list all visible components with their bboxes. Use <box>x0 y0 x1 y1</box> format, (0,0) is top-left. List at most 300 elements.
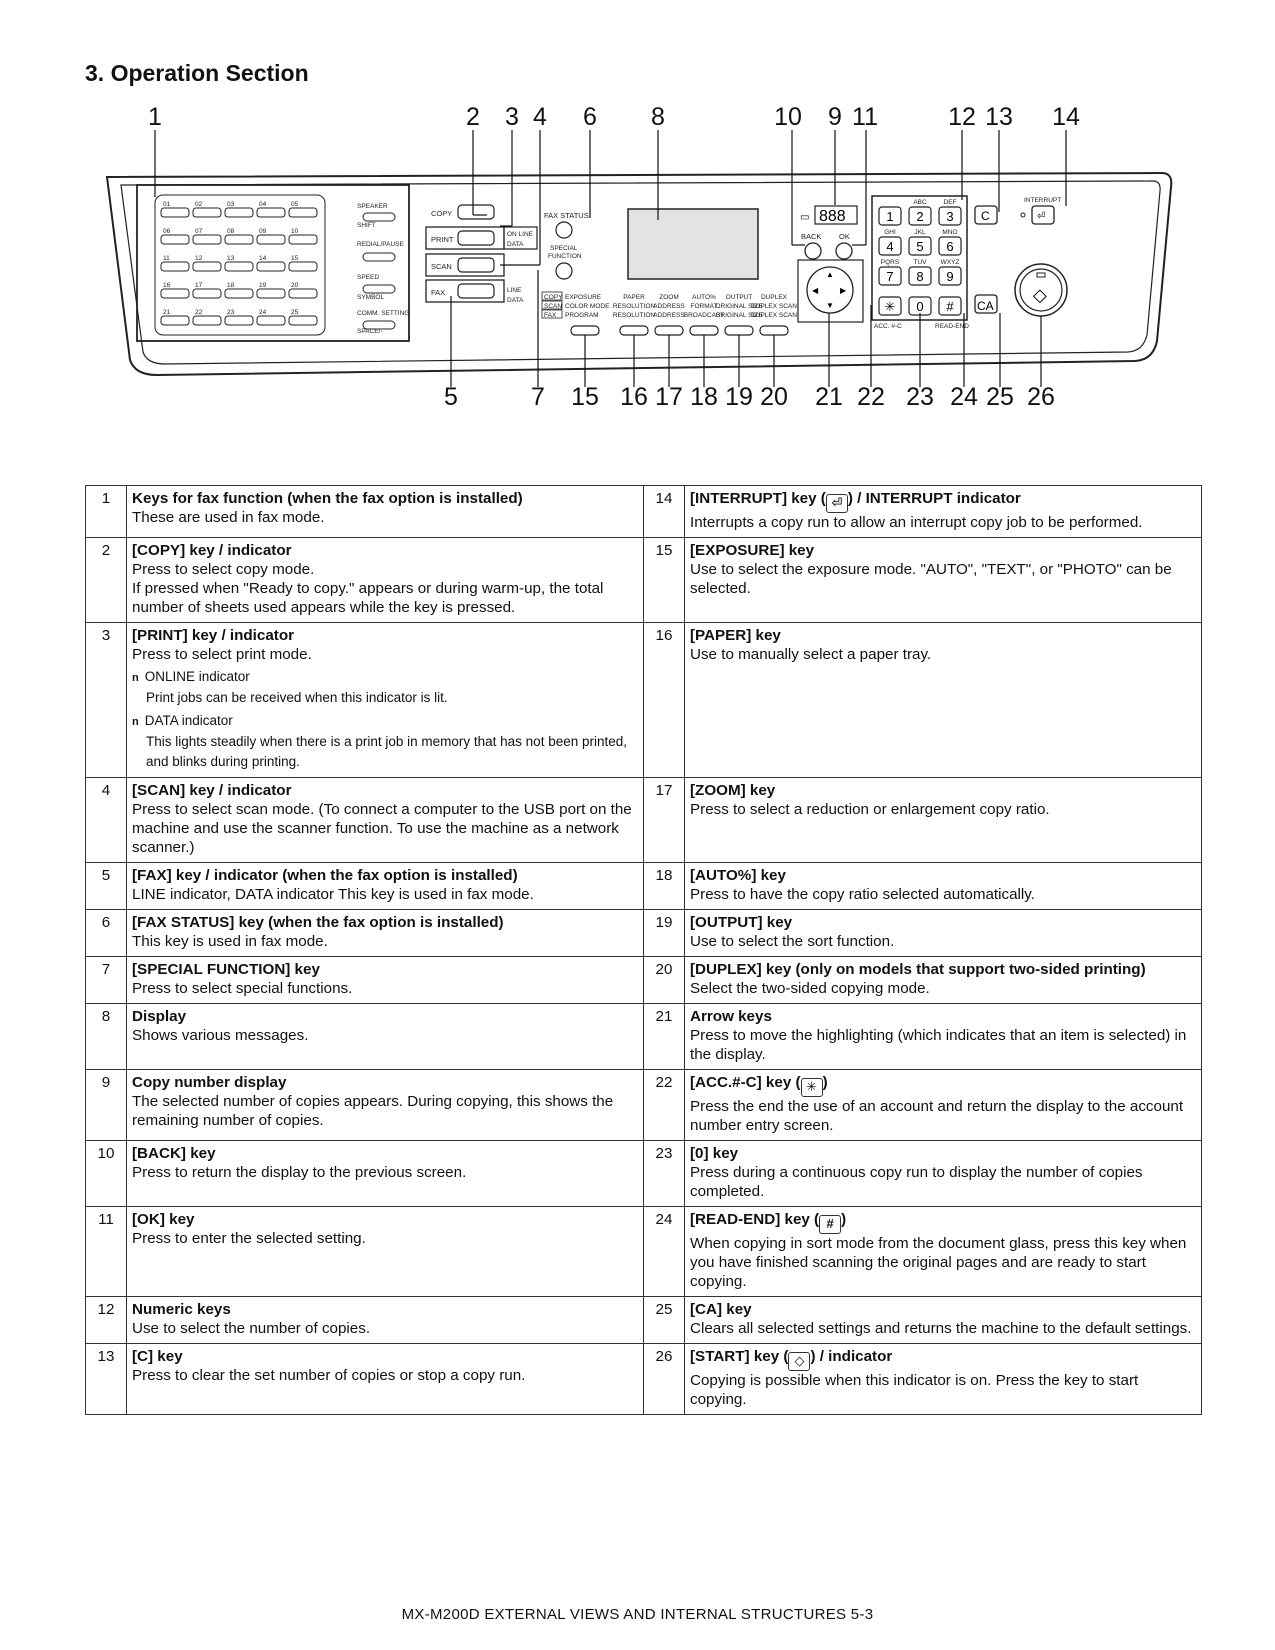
one-touch-key[interactable] <box>225 289 253 298</box>
indicator-description: This lights steadily when there is a print job in memory that has not been printed, and blinks during printing. <box>146 734 628 769</box>
acc-label: ACC. #-C <box>874 323 902 330</box>
numeric-key-label: # <box>946 299 954 314</box>
key-title: [COPY] key / indicator <box>132 542 292 559</box>
function-fax-label: ADDRESS <box>653 303 685 310</box>
bullet-icon: n <box>132 672 139 684</box>
callout-number: 3 <box>505 105 519 131</box>
side-key-label: SHIFT <box>357 222 376 229</box>
function-key[interactable] <box>620 326 648 335</box>
key-description: Clears all selected settings and returns the machine to the default settings. <box>690 1320 1192 1337</box>
indicator-heading <box>132 667 638 688</box>
key-title: [ZOOM] key <box>690 782 776 799</box>
callout-number: 21 <box>815 383 843 411</box>
key-description: This key is used in fax mode. <box>132 933 328 950</box>
key-letters: PQRS <box>880 259 900 266</box>
item-number: 4 <box>86 778 127 863</box>
function-scan-label: DUPLEX SCAN <box>751 312 797 319</box>
callout-number: 19 <box>725 383 753 411</box>
interrupt-icon: ⏎ <box>1037 211 1046 222</box>
key-title: [EXPOSURE] key <box>690 542 815 559</box>
key-description: Select the two-sided copying mode. <box>690 980 930 997</box>
item-description-cell <box>685 1297 1202 1344</box>
one-touch-number: 06 <box>163 228 171 235</box>
one-touch-number: 07 <box>195 228 203 235</box>
one-touch-number: 13 <box>227 255 235 262</box>
key-title: [FAX STATUS] key (when the fax option is installed) <box>132 914 504 931</box>
function-scan-label: ORIGINAL SIZE <box>715 312 763 319</box>
item-description-cell <box>127 623 644 778</box>
one-touch-number: 15 <box>291 255 299 262</box>
indicator-name: DATA indicator <box>144 713 233 728</box>
key-title: [SPECIAL FUNCTION] key <box>132 961 320 978</box>
table-row <box>86 1344 1202 1415</box>
one-touch-insert <box>155 195 325 335</box>
back-key <box>805 243 821 259</box>
page-footer: MX-M200D EXTERNAL VIEWS AND INTERNAL STRUCTURES 5-3 <box>401 1606 874 1623</box>
function-fax-label: ORIGINAL SIZE <box>715 303 763 310</box>
table-row <box>86 623 1202 778</box>
start-diamond-icon: ◇ <box>1033 285 1047 305</box>
key-title-text: [INTERRUPT] key ( <box>690 490 826 507</box>
key-description: Press to select a reduction or enlargement copy ratio. <box>690 801 1050 818</box>
key-title <box>690 1073 1196 1097</box>
side-key-label: REDIAL/PAUSE <box>357 241 404 248</box>
key-title: [PRINT] key / indicator <box>132 627 295 644</box>
key-title: Arrow keys <box>690 1008 772 1025</box>
one-touch-key[interactable] <box>161 235 189 244</box>
key-title-text: ) <box>822 1074 828 1091</box>
interrupt-indicator <box>1021 213 1025 217</box>
side-key-label: COMM. SETTING <box>357 310 410 317</box>
operation-panel-diagram <box>95 105 1175 440</box>
one-touch-key[interactable] <box>289 316 317 325</box>
item-number: 6 <box>86 910 127 957</box>
key-title-text: ) / indicator <box>810 1348 893 1365</box>
key-title: [SCAN] key / indicator <box>132 782 292 799</box>
scan-key[interactable] <box>458 258 494 272</box>
function-key[interactable] <box>725 326 753 335</box>
key-title-text: ) / INTERRUPT indicator <box>847 490 1021 507</box>
numeric-key-label: 5 <box>916 239 924 254</box>
one-touch-number: 23 <box>227 309 235 316</box>
special-function-label-2: FUNCTION <box>548 253 582 260</box>
item-description-cell <box>685 623 1202 778</box>
function-key[interactable] <box>690 326 718 335</box>
one-touch-key[interactable] <box>289 262 317 271</box>
callout-number: 24 <box>950 383 978 411</box>
back-label: BACK <box>801 232 822 241</box>
one-touch-number: 17 <box>195 282 203 289</box>
function-key-name: OUTPUT <box>725 294 753 301</box>
table-row <box>86 1004 1202 1070</box>
numeric-key-label: 7 <box>886 269 894 284</box>
item-description-cell <box>685 1070 1202 1141</box>
side-key-label: SPEAKER <box>357 203 388 210</box>
callout-number: 15 <box>571 383 599 411</box>
numeric-keypad <box>879 199 961 315</box>
item-description-cell <box>127 1344 644 1415</box>
item-number: 22 <box>644 1070 685 1141</box>
item-description-cell <box>127 778 644 863</box>
key-title: [DUPLEX] key (only on models that support two-sided printing) <box>690 961 1146 978</box>
item-description-cell <box>685 1141 1202 1207</box>
ok-label: OK <box>839 232 850 241</box>
item-number: 7 <box>86 957 127 1004</box>
side-key[interactable] <box>363 285 395 293</box>
special-function-label-1: SPECIAL <box>550 245 578 252</box>
arrow-left-icon: ◀ <box>812 286 819 295</box>
key-description: The selected number of copies appears. During copying, this shows the remaining number of copies. <box>132 1093 614 1129</box>
one-touch-key[interactable] <box>161 262 189 271</box>
key-letters: MNO <box>942 229 958 236</box>
item-number: 13 <box>86 1344 127 1415</box>
key-title: [CA] key <box>690 1301 752 1318</box>
callout-number: 5 <box>444 383 458 411</box>
item-number: 5 <box>86 863 127 910</box>
item-description-cell <box>685 538 1202 623</box>
key-title-text: ) <box>841 1211 847 1228</box>
start-indicator <box>1037 273 1045 277</box>
item-number: 25 <box>644 1297 685 1344</box>
ca-key-label: CA <box>977 299 994 313</box>
callout-numbers-bottom <box>444 383 1055 411</box>
scan-label: SCAN <box>431 262 452 271</box>
table-row <box>86 1297 1202 1344</box>
key-description: Press during a continuous copy run to display the number of copies completed. <box>690 1164 1143 1200</box>
one-touch-number: 05 <box>291 201 299 208</box>
one-touch-key[interactable] <box>161 316 189 325</box>
arrow-down-icon: ▼ <box>826 301 834 310</box>
one-touch-number: 10 <box>291 228 299 235</box>
key-symbol-icon: # <box>819 1215 841 1234</box>
item-description-cell <box>685 486 1202 538</box>
one-touch-number: 14 <box>259 255 267 262</box>
key-description: LINE indicator, DATA indicator This key is used in fax mode. <box>132 886 534 903</box>
side-key-label: SPACE/- <box>357 328 383 335</box>
one-touch-key[interactable] <box>257 235 285 244</box>
key-description: If pressed when "Ready to copy." appears or during warm-up, the total number of sheets used appears while the key is pressed. <box>132 580 604 616</box>
item-description-cell <box>685 1004 1202 1070</box>
key-description: Press to select scan mode. (To connect a computer to the USB port on the machine and use the scanner function. To use the machine as a network scanner.) <box>132 801 632 856</box>
one-touch-number: 18 <box>227 282 235 289</box>
mode-tag-label: EXPOSURE <box>565 294 602 301</box>
interrupt-label: INTERRUPT <box>1024 197 1062 204</box>
exposure-key[interactable] <box>571 326 599 335</box>
one-touch-number: 19 <box>259 282 267 289</box>
key-description: Press to select special functions. <box>132 980 353 997</box>
key-description: Press to have the copy ratio selected automatically. <box>690 886 1035 903</box>
key-title <box>690 1210 1196 1234</box>
indicator-heading <box>132 711 638 732</box>
one-touch-key[interactable] <box>225 316 253 325</box>
callout-number: 11 <box>852 105 878 131</box>
table-row <box>86 1141 1202 1207</box>
mode-tag: COPY <box>544 294 563 301</box>
one-touch-keys <box>161 201 317 325</box>
table-row <box>86 538 1202 623</box>
copy-number-readout: 888 <box>819 208 846 225</box>
key-title: [AUTO%] key <box>690 867 786 884</box>
key-title-text: [START] key ( <box>690 1348 789 1365</box>
function-keys <box>571 326 788 335</box>
item-number: 2 <box>86 538 127 623</box>
key-title <box>690 1347 1196 1371</box>
mode-tag: FAX <box>544 312 557 319</box>
key-description: Press to select copy mode. <box>132 561 315 578</box>
function-fax-label: DUPLEX SCAN <box>751 303 797 310</box>
one-touch-key[interactable] <box>193 316 221 325</box>
key-description: Use to select the number of copies. <box>132 1320 371 1337</box>
function-scan-label: ADDRESS <box>653 312 685 319</box>
item-number: 11 <box>86 1207 127 1297</box>
key-symbol-icon: ⏎ <box>826 494 848 513</box>
print-label: PRINT <box>431 235 454 244</box>
c-key-label: C <box>981 209 990 223</box>
key-description: Copying is possible when this indicator is on. Press the key to start copying. <box>690 1372 1139 1408</box>
line-indicator-label: LINE <box>507 287 522 294</box>
data-indicator-label: DATA <box>507 241 524 248</box>
item-number: 10 <box>86 1141 127 1207</box>
section-heading: 3. Operation Section <box>85 60 309 86</box>
key-letters: JKL <box>914 229 926 236</box>
item-description-cell <box>127 863 644 910</box>
item-description-cell <box>685 1344 1202 1415</box>
numeric-key-label: 0 <box>916 299 924 314</box>
callout-numbers-top <box>148 105 1080 131</box>
function-fax-label: FORMAT <box>690 303 718 310</box>
one-touch-number: 12 <box>195 255 203 262</box>
key-symbol-icon: ◇ <box>788 1352 810 1371</box>
copy-key[interactable] <box>458 205 494 219</box>
one-touch-key[interactable] <box>225 208 253 217</box>
key-description: Interrupts a copy run to allow an interrupt copy job to be performed. <box>690 514 1143 531</box>
table-row <box>86 778 1202 863</box>
one-touch-number: 11 <box>163 255 170 262</box>
item-number: 16 <box>644 623 685 778</box>
one-touch-key[interactable] <box>161 289 189 298</box>
key-title: Display <box>132 1008 187 1025</box>
key-description: Press to clear the set number of copies or stop a copy run. <box>132 1367 526 1384</box>
one-touch-key[interactable] <box>161 208 189 217</box>
special-function-key <box>556 263 572 279</box>
item-description-cell <box>685 863 1202 910</box>
one-touch-key[interactable] <box>193 208 221 217</box>
callout-number: 20 <box>760 383 788 411</box>
key-title: [OUTPUT] key <box>690 914 793 931</box>
one-touch-key[interactable] <box>289 289 317 298</box>
numeric-key-label: 1 <box>886 209 894 224</box>
key-letters: WXYZ <box>940 259 960 266</box>
fax-key[interactable] <box>458 284 494 298</box>
numeric-key-label: 4 <box>886 239 894 254</box>
function-key-name: PAPER <box>623 294 645 301</box>
key-description: Press to select print mode. <box>132 646 312 663</box>
key-description: Press to return the display to the previous screen. <box>132 1164 467 1181</box>
key-description: Press the end the use of an account and return the display to the account number entry screen. <box>690 1098 1184 1134</box>
key-letters: DEF <box>943 199 957 206</box>
function-scan-label: RESOLUTION <box>612 312 656 319</box>
one-touch-key[interactable] <box>225 262 253 271</box>
one-touch-key[interactable] <box>193 235 221 244</box>
function-key[interactable] <box>760 326 788 335</box>
item-number: 17 <box>644 778 685 863</box>
callout-number: 9 <box>828 105 842 131</box>
callout-number: 23 <box>906 383 934 411</box>
item-description-cell <box>127 1004 644 1070</box>
side-key-label: SYMBOL <box>357 294 385 301</box>
one-touch-key[interactable] <box>257 208 285 217</box>
arrow-right-icon: ▶ <box>840 286 847 295</box>
key-letters: TUV <box>913 259 927 266</box>
one-touch-number: 04 <box>259 201 267 208</box>
one-touch-number: 09 <box>259 228 267 235</box>
mode-tag: SCAN <box>544 303 563 310</box>
key-description: Use to manually select a paper tray. <box>690 646 932 663</box>
item-description-cell <box>127 486 644 538</box>
ok-key <box>836 243 852 259</box>
indicator-name: ONLINE indicator <box>144 669 250 684</box>
key-title: Keys for fax function (when the fax option is installed) <box>132 490 523 507</box>
callout-number: 22 <box>857 383 885 411</box>
item-number: 15 <box>644 538 685 623</box>
item-description-cell <box>127 1141 644 1207</box>
one-touch-number: 21 <box>163 309 171 316</box>
arrow-up-icon: ▲ <box>826 270 834 279</box>
callout-number: 18 <box>690 383 718 411</box>
key-title: Numeric keys <box>132 1301 231 1318</box>
table-row <box>86 910 1202 957</box>
item-description-cell <box>127 1070 644 1141</box>
item-description-cell <box>127 1207 644 1297</box>
key-description: Press to move the highlighting (which indicates that an item is selected) in the display. <box>690 1027 1187 1063</box>
one-touch-number: 02 <box>195 201 203 208</box>
key-title-text: [READ-END] key ( <box>690 1211 820 1228</box>
lcd-display <box>628 209 758 279</box>
one-touch-key[interactable] <box>193 262 221 271</box>
key-title: [FAX] key / indicator (when the fax option is installed) <box>132 867 518 884</box>
item-description-cell <box>685 910 1202 957</box>
item-description-cell <box>685 1207 1202 1297</box>
key-description: Shows various messages. <box>132 1027 309 1044</box>
item-number: 19 <box>644 910 685 957</box>
item-number: 21 <box>644 1004 685 1070</box>
mode-tag-label: COLOR MODE <box>565 303 610 310</box>
callout-number: 2 <box>466 105 480 131</box>
table-row <box>86 957 1202 1004</box>
read-end-label: READ-END <box>935 323 969 330</box>
key-symbol-icon: ✳ <box>801 1078 823 1097</box>
one-touch-number: 01 <box>163 201 171 208</box>
fax-status-key <box>556 222 572 238</box>
one-touch-number: 16 <box>163 282 171 289</box>
side-key[interactable] <box>363 213 395 221</box>
fax-label: FAX <box>431 288 446 297</box>
copy-icon: ▭ <box>800 212 810 223</box>
function-key-labels <box>613 294 797 319</box>
fax-status-label: FAX STATUS <box>544 211 589 220</box>
one-touch-key[interactable] <box>193 289 221 298</box>
bullet-icon: n <box>132 716 139 728</box>
mode-tag-label: PROGRAM <box>565 312 599 319</box>
key-title: [C] key <box>132 1348 183 1365</box>
numeric-key-label: ✳ <box>884 299 896 314</box>
one-touch-number: 25 <box>291 309 299 316</box>
numeric-key-label: 3 <box>946 209 954 224</box>
one-touch-key[interactable] <box>257 289 285 298</box>
item-number: 18 <box>644 863 685 910</box>
item-number: 1 <box>86 486 127 538</box>
item-number: 14 <box>644 486 685 538</box>
item-number: 20 <box>644 957 685 1004</box>
item-description-cell <box>127 957 644 1004</box>
description-table <box>85 485 1202 1415</box>
key-description: Press to enter the selected setting. <box>132 1230 366 1247</box>
numeric-key-label: 9 <box>946 269 954 284</box>
key-description: Use to select the exposure mode. "AUTO", "TEXT", or "PHOTO" can be selected. <box>690 561 1172 597</box>
key-title <box>690 489 1196 513</box>
item-number: 23 <box>644 1141 685 1207</box>
table-row <box>86 863 1202 910</box>
callout-number: 14 <box>1052 105 1080 131</box>
mode-keys <box>426 205 537 304</box>
copy-label: COPY <box>431 209 453 218</box>
one-touch-key[interactable] <box>257 262 285 271</box>
key-title: [PAPER] key <box>690 627 781 644</box>
one-touch-number: 20 <box>291 282 299 289</box>
one-touch-key[interactable] <box>225 235 253 244</box>
item-number: 8 <box>86 1004 127 1070</box>
key-description: These are used in fax mode. <box>132 509 325 526</box>
one-touch-number: 03 <box>227 201 235 208</box>
numeric-key-label: 6 <box>946 239 954 254</box>
callout-number: 10 <box>774 105 802 131</box>
one-touch-number: 08 <box>227 228 235 235</box>
item-number: 9 <box>86 1070 127 1141</box>
one-touch-key[interactable] <box>257 316 285 325</box>
callout-number: 1 <box>148 105 162 131</box>
fax-data-indicator-label: DATA <box>507 297 524 304</box>
one-touch-key[interactable] <box>289 235 317 244</box>
table-row <box>86 1070 1202 1141</box>
side-key-label: SPEED <box>357 274 380 281</box>
key-title-text: [ACC.#-C] key ( <box>690 1074 801 1091</box>
item-description-cell <box>685 778 1202 863</box>
print-key[interactable] <box>458 231 494 245</box>
numeric-key-label: 8 <box>916 269 924 284</box>
function-fax-label: RESOLUTION <box>612 303 656 310</box>
callout-number: 16 <box>620 383 648 411</box>
key-description: When copying in sort mode from the document glass, press this key when you have finished scanning the original pages and are ready to start copying. <box>690 1235 1187 1290</box>
key-title: [OK] key <box>132 1211 195 1228</box>
function-key[interactable] <box>655 326 683 335</box>
item-description-cell <box>685 957 1202 1004</box>
numeric-key-label: 2 <box>916 209 924 224</box>
side-key[interactable] <box>363 253 395 261</box>
item-number: 24 <box>644 1207 685 1297</box>
key-title: [BACK] key <box>132 1145 216 1162</box>
one-touch-key[interactable] <box>289 208 317 217</box>
key-description: Use to select the sort function. <box>690 933 895 950</box>
item-description-cell <box>127 538 644 623</box>
indicator-description: Print jobs can be received when this indicator is lit. <box>146 690 448 705</box>
callout-number: 13 <box>985 105 1013 131</box>
online-indicator-label: ON LINE <box>507 231 534 238</box>
item-number: 26 <box>644 1344 685 1415</box>
item-description-cell <box>127 1297 644 1344</box>
function-scan-label: BROADCAST <box>683 312 725 319</box>
one-touch-number: 24 <box>259 309 267 316</box>
callout-number: 17 <box>655 383 683 411</box>
